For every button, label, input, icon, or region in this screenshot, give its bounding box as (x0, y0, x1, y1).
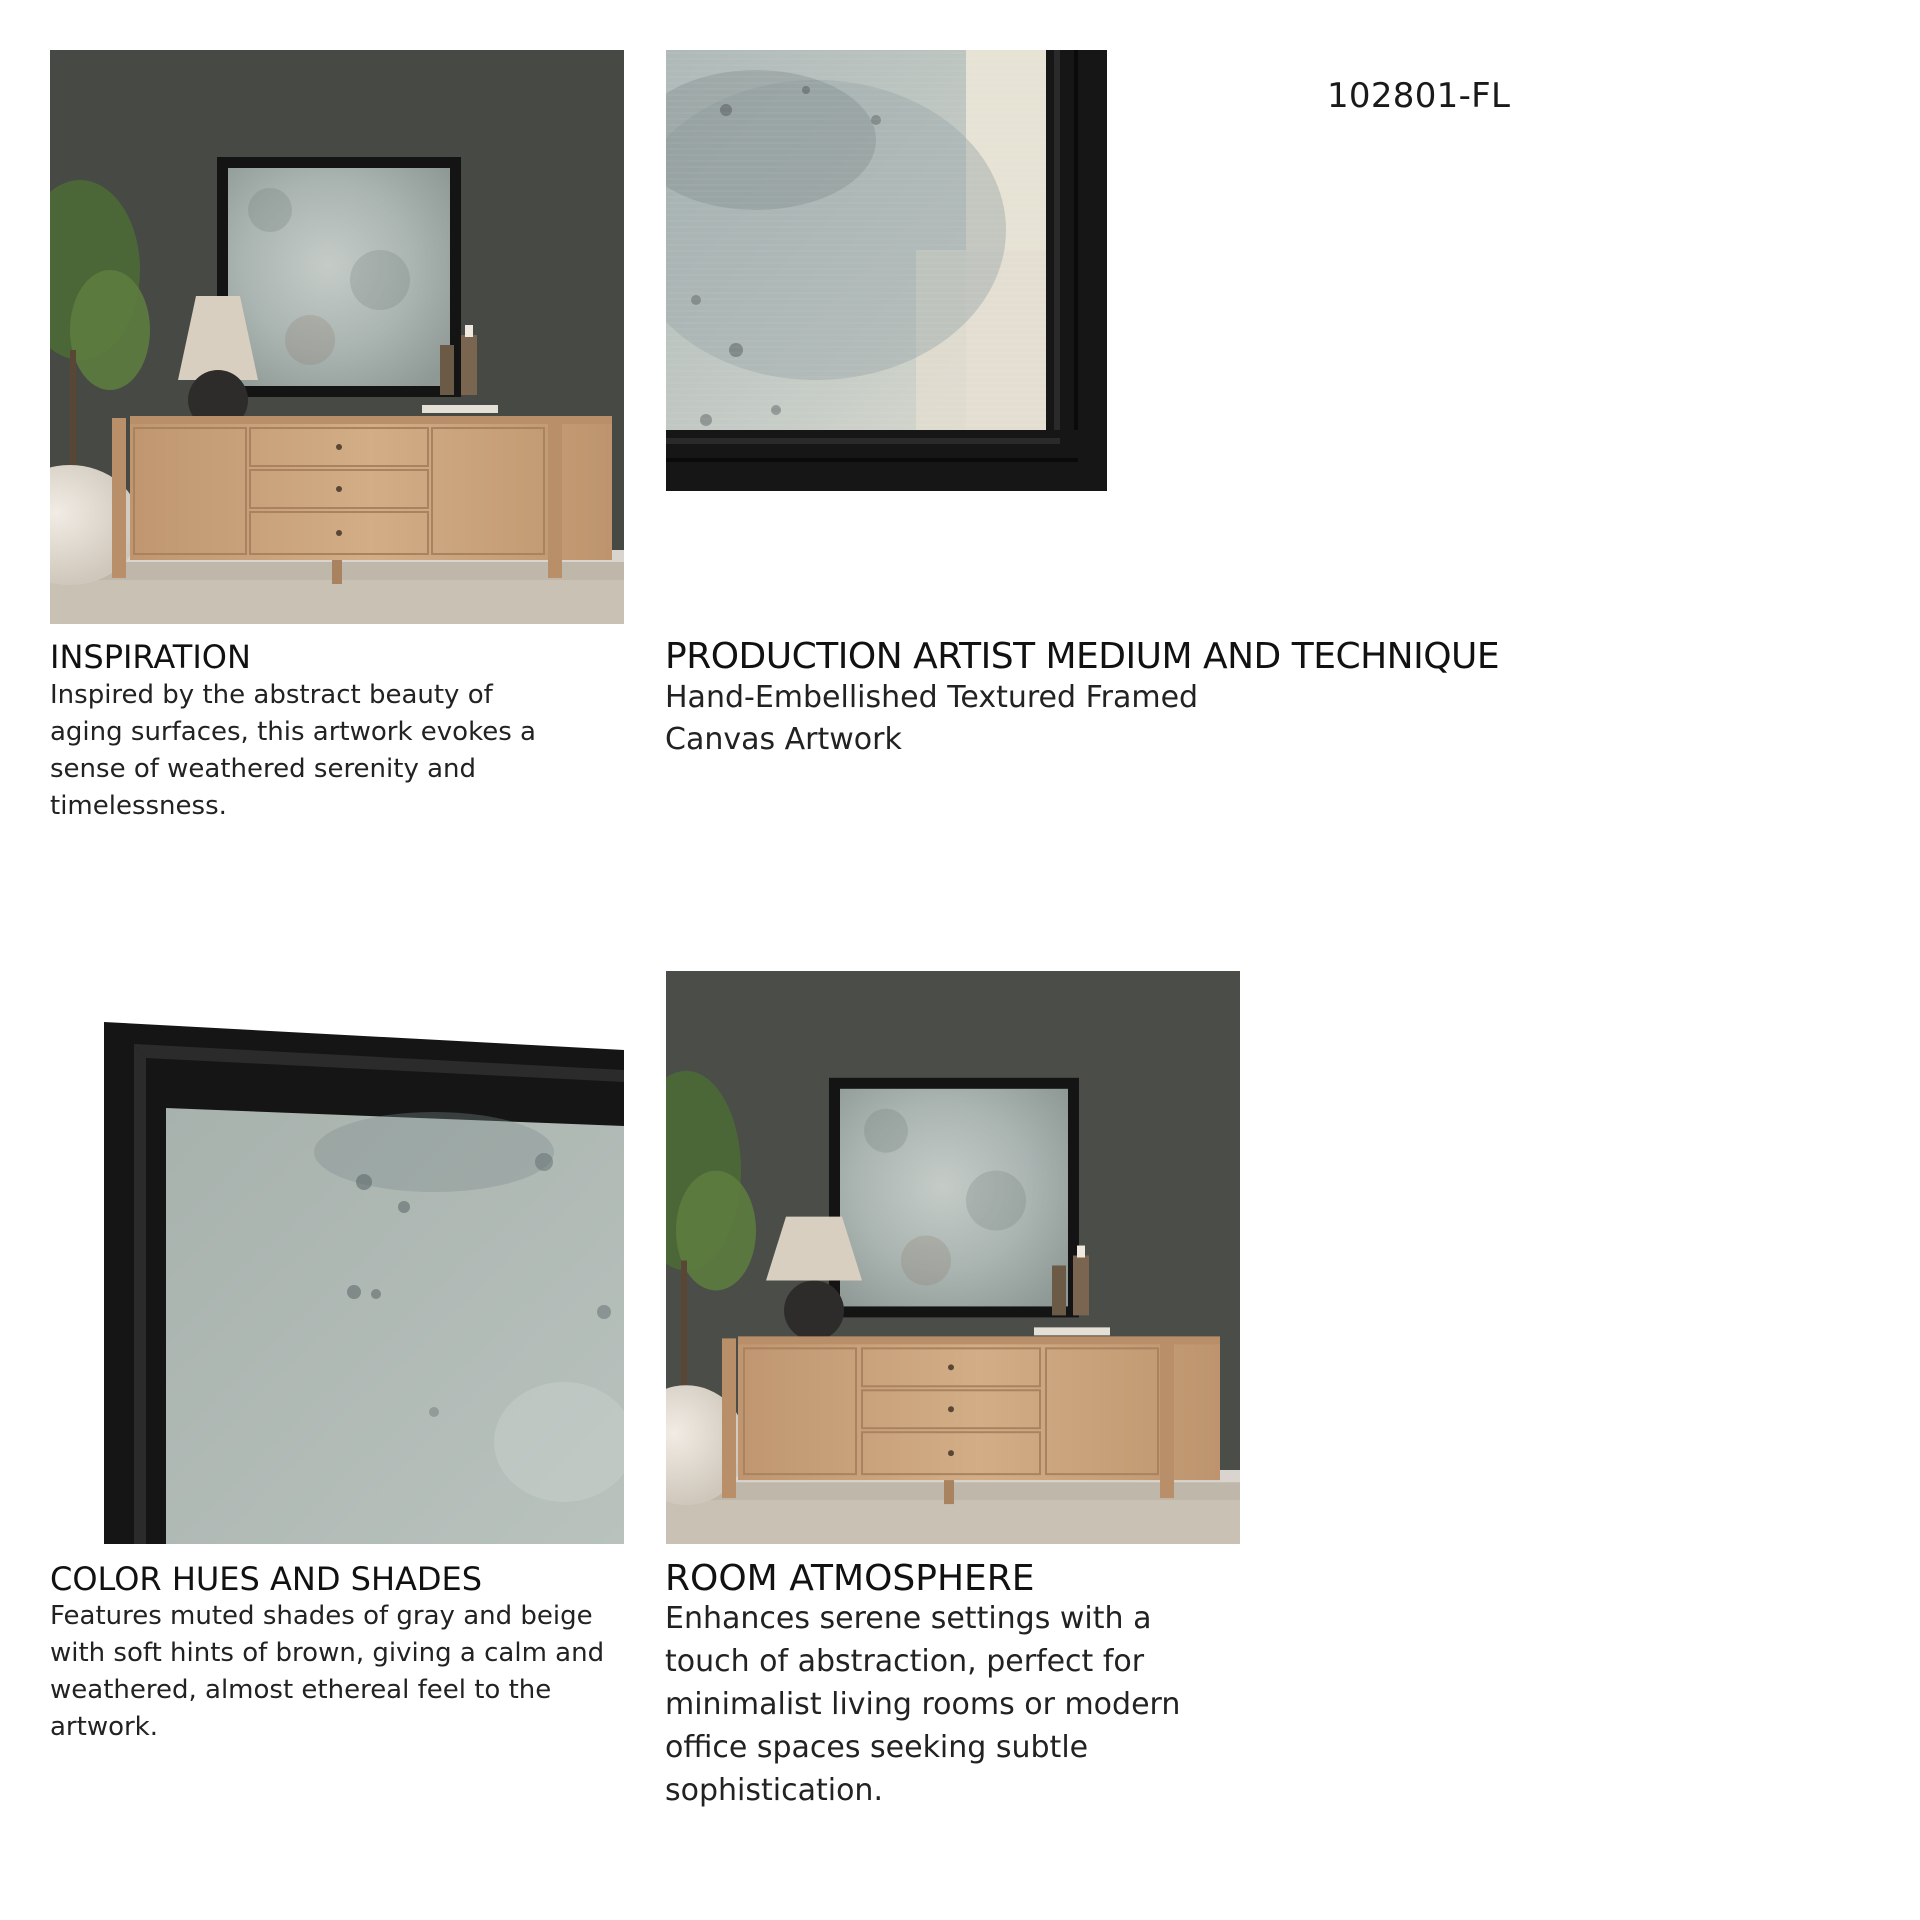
room-scene-image (50, 50, 624, 624)
canvas-closeup-photo (666, 50, 1107, 491)
inspiration-text: Inspired by the abstract beauty of aging surfaces, this artwork evokes a sense of weathered serenity and timelessness. (50, 680, 536, 821)
room-text: Enhances serene settings with a touch of abstraction, perfect for minimalist living rooms or modern office spaces seeking subtle sophistication. (665, 1601, 1181, 1808)
production-text-line-2: Canvas Artwork (665, 722, 902, 757)
production-text (665, 677, 1225, 761)
production-text-line-1: Hand-Embellished Textured Framed (665, 680, 1199, 715)
frame-corner-photo (104, 1022, 624, 1544)
frame-corner-image (104, 1022, 624, 1544)
room-atmosphere-photo (666, 971, 1240, 1544)
canvas-texture-image (666, 50, 1107, 491)
inspiration-heading: INSPIRATION (50, 638, 251, 676)
color-heading: COLOR HUES AND SHADES (50, 1560, 483, 1598)
inspiration-room-photo (50, 50, 624, 624)
room-atmosphere-image (666, 971, 1240, 1544)
production-heading: PRODUCTION ARTIST MEDIUM AND TECHNIQUE (665, 636, 1500, 677)
color-text: Features muted shades of gray and beige with soft hints of brown, giving a calm and weathered, almost ethereal feel to the artwork. (50, 1601, 605, 1742)
product-sku: 102801-FL (1327, 76, 1511, 116)
room-heading: ROOM ATMOSPHERE (665, 1558, 1035, 1599)
